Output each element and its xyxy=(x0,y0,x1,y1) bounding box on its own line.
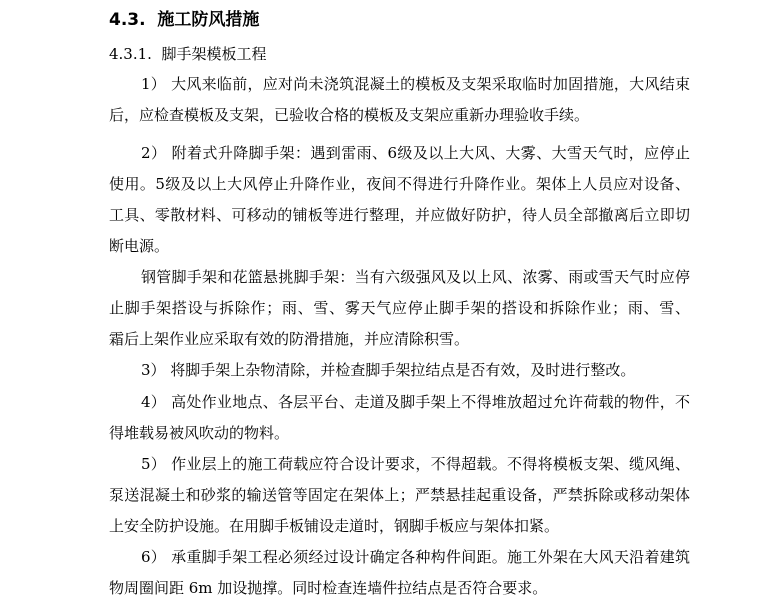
paragraph-5-line-2: 得堆载易被风吹动的物料。 xyxy=(109,424,290,442)
subsection-title: 脚手架模板工程 xyxy=(161,45,267,63)
paragraph-7-line-1: 6） 承重脚手架工程必须经过设计确定各种构件间距。施工外架在大风天沿着建筑 xyxy=(141,548,690,566)
paragraph-3-line-2: 止脚手架搭设与拆除作；雨、雪、雾天气应停止脚手架的搭设和拆除作业；雨、雪、 xyxy=(109,299,690,317)
paragraph-5-line-1: 4） 高处作业地点、各层平台、走道及脚手架上不得堆放超过允许荷载的物件，不 xyxy=(141,393,690,411)
subsection-number: 4.3.1. xyxy=(109,45,152,63)
paragraph-1-line-2: 后，应检查模板及支架，已验收合格的模板及支架应重新办理验收手续。 xyxy=(109,106,590,124)
paragraph-2-line-2: 使用。5级及以上大风停止升降作业，夜间不得进行升降作业。架体上人员应对设备、 xyxy=(109,175,690,193)
paragraph-2-line-3: 工具、零散材料、可移动的铺板等进行整理，并应做好防护，待人员全部撤离后立即切 xyxy=(109,206,690,224)
section-number: 4.3. xyxy=(109,10,146,30)
paragraph-7-line-2: 物周圈间距 6m 加设抛撑。同时检查连墙件拉结点是否符合要求。 xyxy=(109,579,548,597)
paragraph-1-line-1: 1） 大风来临前，应对尚未浇筑混凝土的模板及支架采取临时加固措施，大风结束 xyxy=(141,75,690,93)
paragraph-6-line-3: 上安全防护设施。在用脚手板铺设走道时，钢脚手板应与架体扣紧。 xyxy=(109,517,560,535)
paragraph-2-line-4: 断电源。 xyxy=(109,237,170,255)
section-heading xyxy=(109,9,259,31)
paragraph-6-line-1: 5） 作业层上的施工荷载应符合设计要求，不得超载。不得将模板支架、缆风绳、 xyxy=(141,455,690,473)
paragraph-4-line-1: 3） 将脚手架上杂物清除，并检查脚手架拉结点是否有效，及时进行整改。 xyxy=(141,361,636,379)
section-title: 施工防风措施 xyxy=(157,10,260,30)
paragraph-2-line-1: 2） 附着式升降脚手架：遇到雷雨、6级及以上大风、大雾、大雪天气时，应停止 xyxy=(141,144,690,162)
subsection-heading xyxy=(109,43,267,65)
paragraph-3-line-3: 霜后上架作业应采取有效的防滑措施，并应清除积雪。 xyxy=(109,330,470,348)
paragraph-3-line-1: 钢管脚手架和花篮悬挑脚手架：当有六级强风及以上风、浓雾、雨或雪天气时应停 xyxy=(141,268,690,286)
paragraph-6-line-2: 泵送混凝土和砂浆的输送管等固定在架体上；严禁悬挂起重设备，严禁拆除或移动架体 xyxy=(109,486,690,504)
